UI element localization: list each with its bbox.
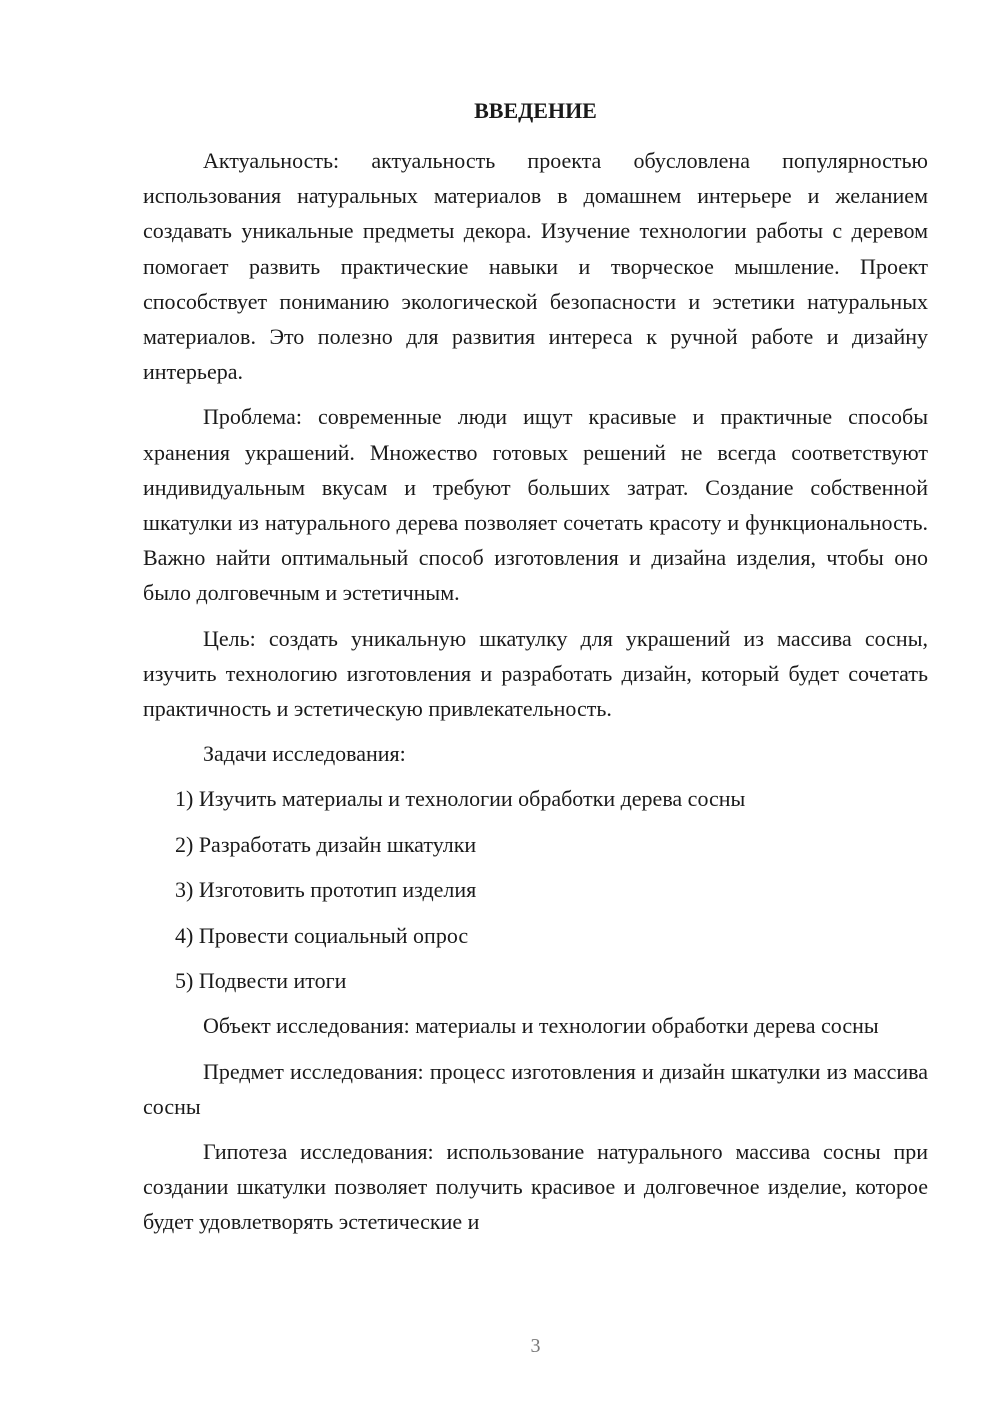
hypothesis-paragraph: Гипотеза исследования: использование натурального массива сосны при создании шкатулки позволяет получить красивое и долговечное изделие, которое будет удовлетворять эстетические и [143, 1139, 928, 1235]
list-item: 1) Изучить материалы и технологии обработки дерева сосны [175, 786, 746, 812]
problem-paragraph: Проблема: современные люди ищут красивые и практичные способы хранения украшений. Множество готовых решений не всегда соответствуют индивидуальным вкусам и требуют больших затрат. Создание собственной шкатулки из натурального дерева позволяет сочетать красоту и функциональность. Важно найти оптимальный способ изготовления и дизайна изделия, чтобы оно было долговечным и эстетичным. [143, 404, 928, 606]
list-item: 2) Разработать дизайн шкатулки [175, 831, 477, 857]
list-item: 5) Подвести итоги [175, 968, 347, 994]
body-text [143, 143, 928, 1250]
subject-paragraph: Предмет исследования: процесс изготовления и дизайн шкатулки из массива сосны [143, 1058, 928, 1119]
list-item: 3) Изготовить прототип изделия [175, 877, 477, 903]
page-title: ВВЕДЕНИЕ [474, 98, 597, 123]
page-number: 3 [530, 1335, 541, 1357]
object-paragraph: Объект исследования: материалы и технологии обработки дерева сосны [203, 1013, 879, 1039]
relevance-paragraph: Актуальность: актуальность проекта обусловлена популярностью использования натуральных материалов в домашнем интерьере и желанием создавать уникальные предметы декора. Изучение технологии работы с деревом помогает развить практические навыки и творческое мышление. Проект способствует пониманию экологической безопасности и эстетики натуральных материалов. Это полезно для развития интереса к ручной работе и дизайну интерьера. [143, 148, 928, 385]
task-list [143, 781, 928, 998]
list-item: 4) Провести социальный опрос [175, 922, 469, 948]
goal-paragraph: Цель: создать уникальную шкатулку для украшений из массива сосны, изучить технологию изготовления и разработать дизайн, который будет сочетать практичность и эстетическую привлекательность. [143, 625, 928, 722]
tasks-heading: Задачи исследования: [203, 741, 406, 767]
